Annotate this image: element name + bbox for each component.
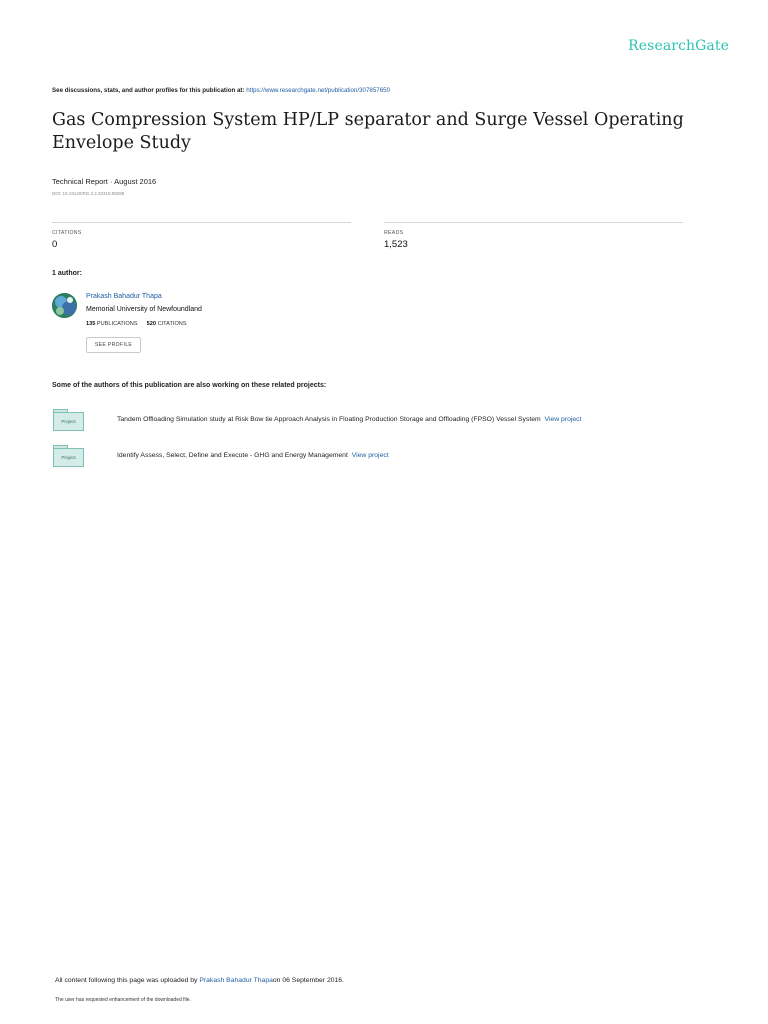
authors-heading: 1 author: <box>52 270 82 277</box>
author-avatar[interactable] <box>52 293 77 318</box>
project-item <box>117 416 581 423</box>
upload-notice <box>55 977 344 984</box>
project-folder-icon <box>53 409 84 431</box>
project-icon-label: Project <box>53 448 84 467</box>
avatar-image-icon <box>52 293 77 318</box>
view-project-link[interactable]: View project <box>351 452 389 459</box>
source-prefix: See discussions, stats, and author profiles for this publication at: <box>52 87 245 94</box>
related-projects-heading: Some of the authors of this publication are also working on these related projects: <box>52 382 327 389</box>
publication-url-link[interactable]: https://www.researchgate.net/publication/307857650 <box>246 87 391 94</box>
publication-title: Gas Compression System HP/LP separator and Surge Vessel Operating Envelope Study <box>52 110 684 153</box>
project-title: Tandem Offloading Simulation study at Risk Bow tie Approach Analysis in Floating Production Storage and Offloading (FPSO) Vessel System <box>117 416 541 423</box>
publication-doi: DOI: 10.13140/RG.2.2.32310.09288 <box>52 191 125 196</box>
citations-label: CITATIONS <box>52 230 82 236</box>
author-institution: Memorial University of Newfoundland <box>86 306 202 313</box>
upload-prefix: All content following this page was uploaded by <box>55 977 198 984</box>
author-citations-label: CITATIONS <box>157 321 187 327</box>
project-item <box>117 452 389 459</box>
project-title: Identify Assess, Select, Define and Execute - GHG and Energy Management <box>117 452 348 459</box>
citations-value: 0 <box>52 239 58 250</box>
author-publications-count: 135 <box>86 321 96 327</box>
project-icon-label: Project <box>53 412 84 431</box>
divider-citations <box>52 222 351 223</box>
divider-reads <box>384 222 683 223</box>
view-project-link[interactable]: View project <box>544 416 582 423</box>
reads-value: 1,523 <box>384 239 408 250</box>
uploader-link[interactable]: Prakash Bahadur Thapa <box>199 977 273 984</box>
see-profile-button[interactable]: SEE PROFILE <box>86 337 141 353</box>
author-stats <box>86 321 187 327</box>
researchgate-logo[interactable]: ResearchGate <box>628 38 729 54</box>
enhancement-note: The user has requested enhancement of the downloaded file. <box>55 997 191 1003</box>
author-publications-label: PUBLICATIONS <box>96 321 138 327</box>
author-citations-count: 520 <box>146 321 156 327</box>
publication-type-date: Technical Report · August 2016 <box>52 177 157 186</box>
reads-label: READS <box>384 230 404 236</box>
upload-suffix: on 06 September 2016. <box>272 977 344 984</box>
author-name-link[interactable]: Prakash Bahadur Thapa <box>86 293 162 300</box>
publication-source-line <box>52 87 390 94</box>
project-folder-icon <box>53 445 84 467</box>
